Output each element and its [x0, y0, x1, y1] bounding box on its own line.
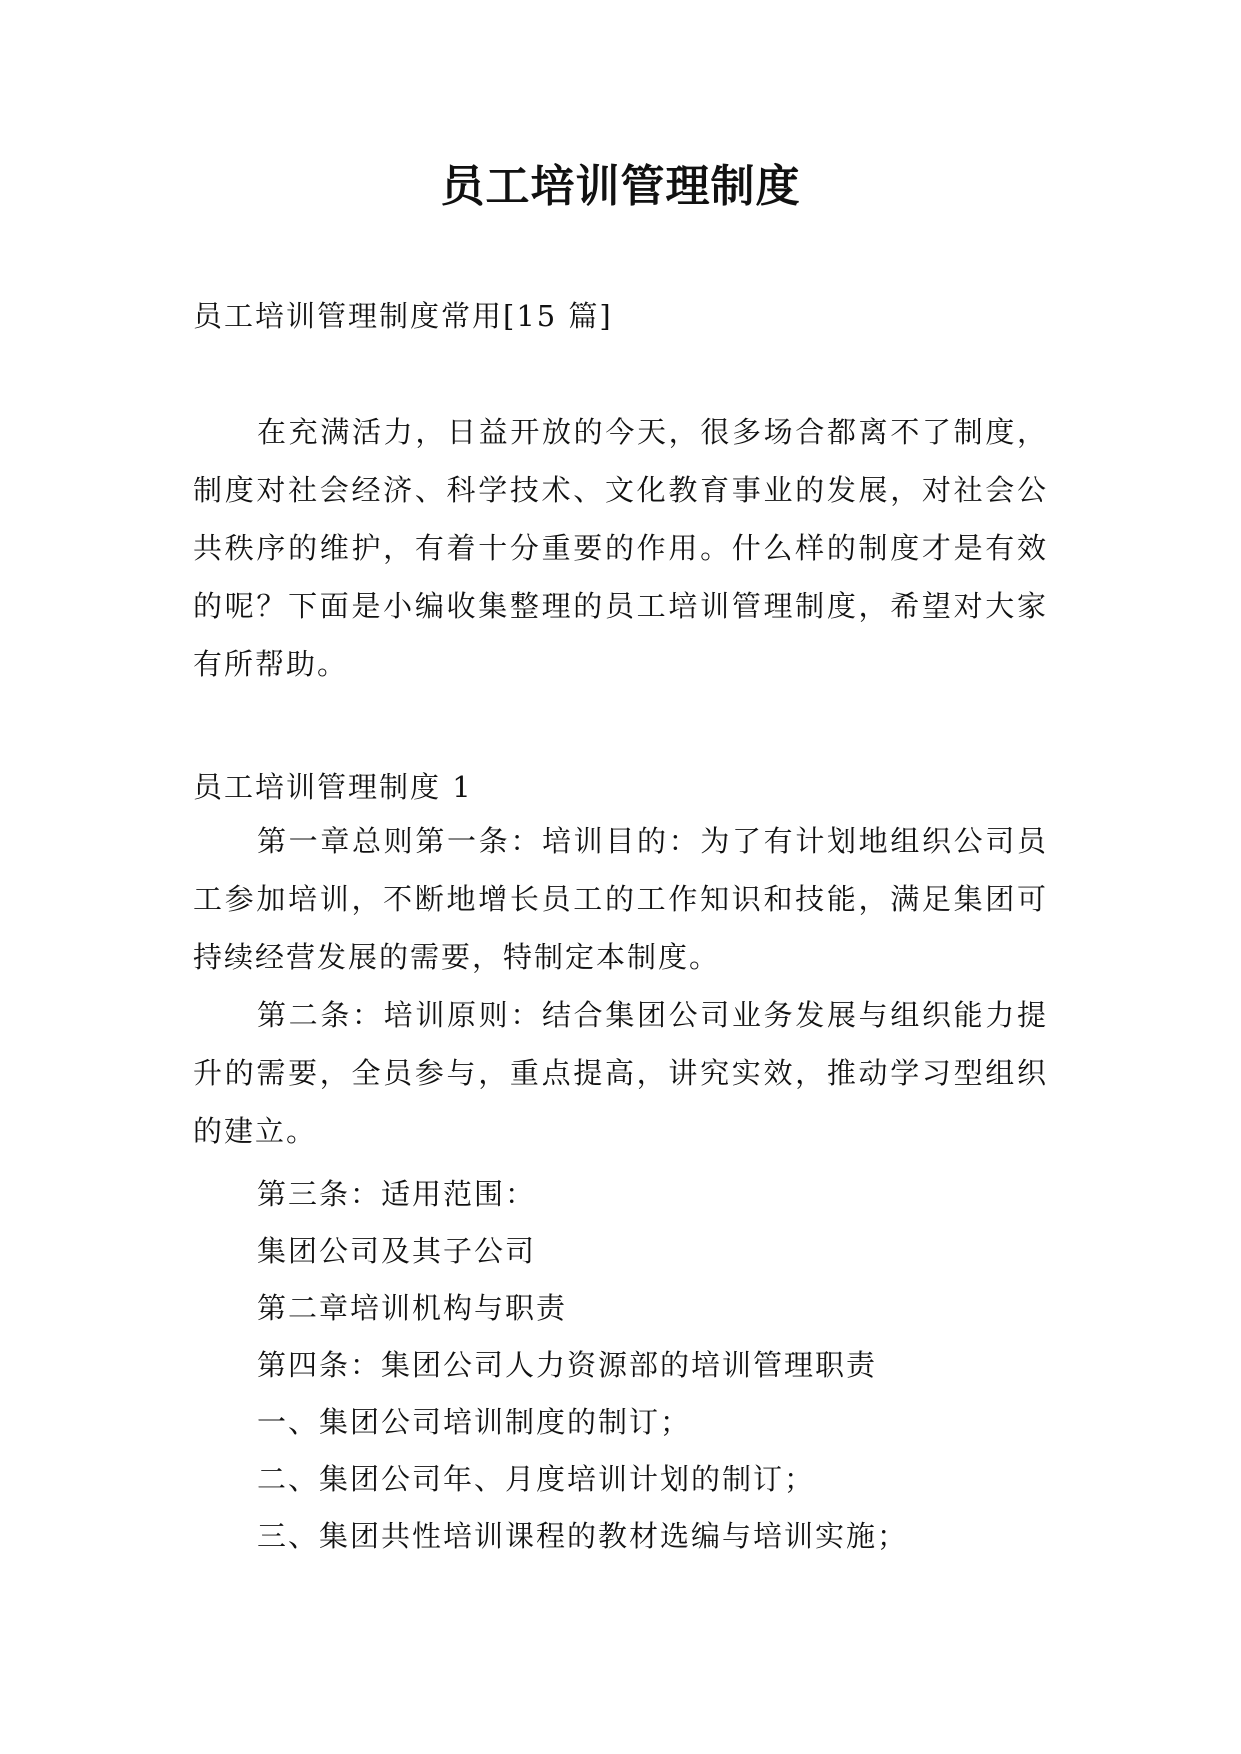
- duty-item-1: 一、集团公司培训制度的制订；: [257, 1405, 692, 1439]
- duty-item-2: 二、集团公司年、月度培训计划的制订；: [257, 1462, 816, 1496]
- document-subtitle: 员工培训管理制度常用[15 篇]: [193, 299, 613, 333]
- article-4-line: 第四条：集团公司人力资源部的培训管理职责: [257, 1348, 878, 1382]
- section-heading: 员工培训管理制度 1: [193, 770, 473, 804]
- intro-paragraph: 在充满活力，日益开放的今天，很多场合都离不了制度，制度对社会经济、科学技术、文化教育事业的发展，对社会公共秩序的维护，有着十分重要的作用。什么样的制度才是有效的呢？下面是小编收集整理的员工培训管理制度，希望对大家有所帮助。: [193, 415, 1048, 681]
- scope-line: 集团公司及其子公司: [257, 1234, 537, 1268]
- duty-item-3: 三、集团共性培训课程的教材选编与培训实施；: [257, 1519, 909, 1553]
- chapter-2-heading: 第二章培训机构与职责: [257, 1291, 568, 1325]
- article-3-line: 第三条：适用范围：: [257, 1177, 537, 1211]
- document-title: 员工培训管理制度: [440, 161, 801, 212]
- article-1-paragraph: 第一章总则第一条：培训目的：为了有计划地组织公司员工参加培训，不断地增长员工的工作知识和技能，满足集团可持续经营发展的需要，特制定本制度。: [193, 824, 1048, 974]
- article-2-paragraph: 第二条：培训原则：结合集团公司业务发展与组织能力提升的需要，全员参与，重点提高，讲究实效，推动学习型组织的建立。: [193, 998, 1048, 1148]
